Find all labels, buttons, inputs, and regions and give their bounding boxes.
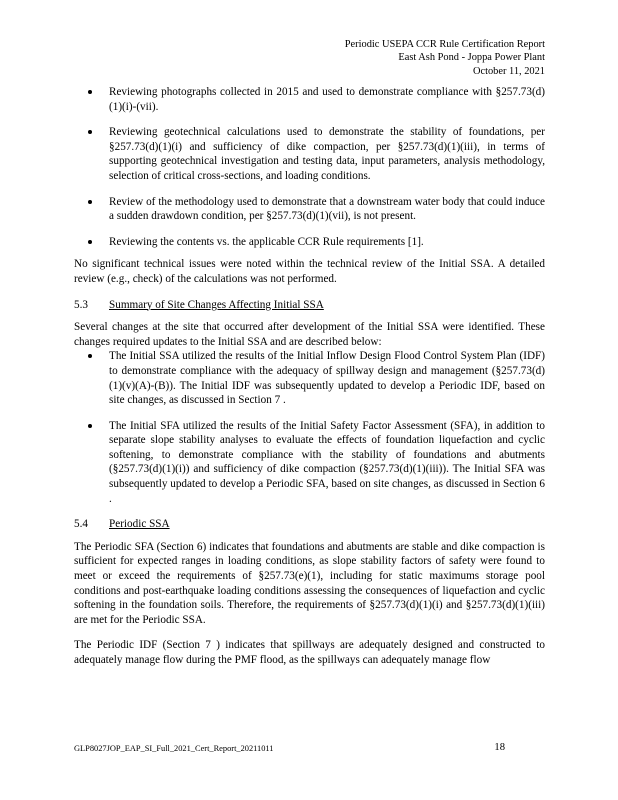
page-header — [345, 38, 545, 78]
review-paragraph: No significant technical issues were noted within the technical review of the Initial SSA. A detailed review (e.g., check) of the calculations was not performed. — [74, 258, 545, 285]
section-heading-5-3 — [74, 298, 545, 313]
section-heading-5-4 — [74, 517, 545, 532]
section-title: Summary of Site Changes Affecting Initial SSA — [109, 298, 324, 311]
list-item: Reviewing photographs collected in 2015 and used to demonstrate compliance with §257.73(d)(1)(i)-(vii). — [74, 85, 545, 114]
header-site-name: East Ash Pond - Joppa Power Plant — [398, 52, 545, 64]
list-item: Reviewing geotechnical calculations used to demonstrate the stability of foundations, per §257.73(d)(1)(i) and sufficiency of dike compaction, per §257.73(d)(1)(iii), in terms of supporting geotechnical investigation and testing data, input parameters, analysis methodology, selection of critical cross-sections, and loading conditions. — [74, 125, 545, 183]
list-item: The Initial SSA utilized the results of the Initial Inflow Design Flood Control System Plan (IDF) to demonstrate compliance with the adequacy of spillway design and management (§257.73(d)(1)(v)(A)-(B)). The Initial IDF was subsequently updated to develop a Periodic IDF, based on site changes, as discussed in Section 7 . — [74, 349, 545, 407]
list-item: The Initial SFA utilized the results of the Initial Safety Factor Assessment (SFA), in addition to separate slope stability analyses to evaluate the effects of foundation liquefaction and cyclic softening, to demonstrate compliance with the stability of foundations and abutments (§257.73(d)(1)(i)) and sufficiency of dike compaction (§257.73(d)(1)(iii)). The Initial SFA was subsequently updated to develop a Periodic SFA, based on site changes, as discussed in Section 6 . — [74, 419, 545, 507]
periodic-idf-paragraph: The Periodic IDF (Section 7 ) indicates that spillways are adequately designed and constructed to adequately manage flow during the PMF flood, as the spillways can adequately manage flow — [74, 639, 545, 666]
section-number: 5.4 — [74, 518, 88, 531]
header-report-title: Periodic USEPA CCR Rule Certification Report — [344, 39, 545, 50]
page-number: 18 — [494, 742, 505, 753]
changes-paragraph: Several changes at the site that occurred after development of the Initial SSA were identified. These changes required updates to the Initial SSA and are described below: — [74, 321, 545, 348]
section-number: 5.3 — [74, 298, 88, 311]
site-changes-list — [74, 349, 545, 506]
list-item: Reviewing the contents vs. the applicable CCR Rule requirements [1]. — [74, 235, 545, 250]
page-body — [74, 85, 545, 668]
document-code: GLP8027JOP_EAP_SI_Full_2021_Cert_Report_20211011 — [74, 744, 274, 753]
periodic-sfa-paragraph: The Periodic SFA (Section 6) indicates that foundations and abutments are stable and dike compaction is sufficient for expected ranges in loading conditions, as slope stability factors of safety were found to meet or exceed the requirements of §257.73(e)(1), including for static maximums storage pool conditions and post-earthquake loading conditions assessing the consequences of liquefaction and cyclic softening in the foundation soils. Therefore, the requirements of §257.73(d)(1)(i) and §257.73(d)(1)(iii) are met for the Periodic SSA. — [74, 540, 545, 626]
review-tasks-list — [74, 85, 545, 249]
section-title: Periodic SSA — [109, 518, 170, 531]
list-item: Review of the methodology used to demonstrate that a downstream water body that could induce a sudden drawdown condition, per §257.73(d)(1)(vii), is not present. — [74, 195, 545, 224]
header-date: October 11, 2021 — [472, 65, 545, 77]
